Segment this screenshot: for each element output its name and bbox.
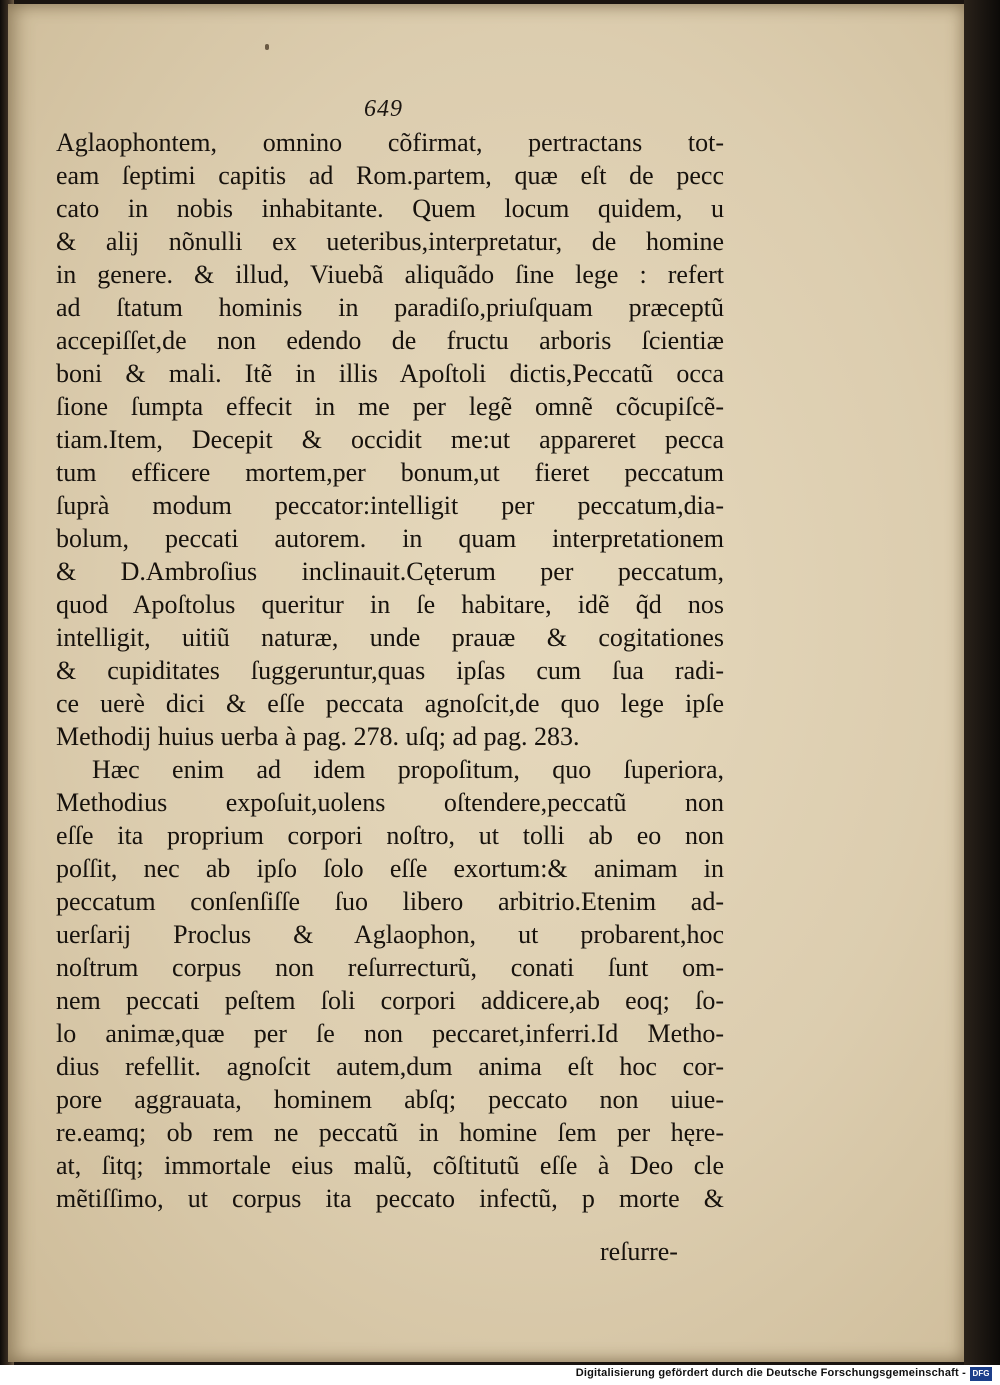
text-line: ce uerè dici & eſſe peccata agnoſcit,de quo lege ipſe xyxy=(56,689,724,718)
text-line: boni & mali. Itẽ in illis Apoſtoli dictis,Peccatũ occa xyxy=(56,359,724,388)
text-line: Aglaophontem, omnino cõfirmat, pertractans tot- xyxy=(56,128,724,157)
text-line: eam ſeptimi capitis ad Rom.partem, quæ eſt de pecc xyxy=(56,161,724,190)
text-line: & alij nõnulli ex ueteribus,interpretatur, de homine xyxy=(56,227,724,256)
text-line: dius refellit. agnoſcit autem,dum anima eſt hoc cor- xyxy=(56,1052,724,1081)
ink-speck xyxy=(265,44,269,50)
footer-bar xyxy=(0,1365,1000,1385)
text-line: tum efficere mortem,per bonum,ut fieret peccatum xyxy=(56,458,724,487)
text-line: nem peccati peſtem ſoli corpori addicere,ab eoq; ſo- xyxy=(56,986,724,1015)
body-text xyxy=(56,126,724,1215)
dfg-logo: DFG xyxy=(970,1367,992,1381)
text-line: ſuprà modum peccator:intelligit per peccatum,dia- xyxy=(56,491,724,520)
text-line: accepiſſet,de non edendo de fructu arboris ſcientiæ xyxy=(56,326,724,355)
funding-credit: Digitalisierung gefördert durch die Deutsche Forschungsgemeinschaft - xyxy=(575,1367,966,1379)
text-line: Methodius expoſuit,uolens oſtendere,peccatũ non xyxy=(56,788,724,817)
text-line: in genere. & illud, Viuebã aliquãdo ſine lege : refert xyxy=(56,260,724,289)
text-line: mẽtiſſimo, ut corpus ita peccato infectũ, p morte & xyxy=(56,1184,724,1213)
text-line: re.eamq; ob rem ne peccatũ in homine ſem per hęre- xyxy=(56,1118,724,1147)
text-line: peccatum conſenſiſſe ſuo libero arbitrio.Etenim ad- xyxy=(56,887,724,916)
text-line: & D.Ambroſius inclinauit.Cęterum per peccatum, xyxy=(56,557,724,586)
page-number: 649 xyxy=(364,96,403,122)
text-line: ad ſtatum hominis in paradiſo,priuſquam præceptũ xyxy=(56,293,724,322)
book-edge-right xyxy=(964,0,1000,1365)
text-line: poſſit, nec ab ipſo ſolo eſſe exortum:& animam in xyxy=(56,854,724,883)
text-line: pore aggrauata, hominem abſq; peccato non uiue- xyxy=(56,1085,724,1114)
catchword: reſurre- xyxy=(600,1237,678,1266)
text-line: eſſe ita proprium corpori noſtro, ut tolli ab eo non xyxy=(56,821,724,850)
text-line: Methodij huius uerba à pag. 278. uſq; ad pag. 283. xyxy=(56,722,580,751)
text-line: ſione ſumpta effecit in me per legẽ omnẽ cõcupiſcẽ- xyxy=(56,392,724,421)
text-line: & cupiditates ſuggeruntur,quas ipſas cum ſua radi- xyxy=(56,656,724,685)
text-line: quod Apoſtolus queritur in ſe habitare, idẽ q̃d nos xyxy=(56,590,724,619)
text-line: bolum, peccati autorem. in quam interpretationem xyxy=(56,524,724,553)
text-line: intelligit, uitiũ naturæ, unde prauæ & cogitationes xyxy=(56,623,724,652)
text-line: Hæc enim ad idem propoſitum, quo ſuperiora, xyxy=(92,755,724,784)
text-line: tiam.Item, Decepit & occidit me:ut appareret pecca xyxy=(56,425,724,454)
text-line: uerſarij Proclus & Aglaophon, ut probarent,hoc xyxy=(56,920,724,949)
text-line: cato in nobis inhabitante. Quem locum quidem, u xyxy=(56,194,724,223)
text-line: noſtrum corpus non reſurrecturũ, conati ſunt om- xyxy=(56,953,724,982)
text-line: at, ſitq; immortale eius malũ, cõſtitutũ eſſe à Deo cle xyxy=(56,1151,724,1180)
text-line: lo animæ,quæ per ſe non peccaret,inferri.Id Metho- xyxy=(56,1019,724,1048)
